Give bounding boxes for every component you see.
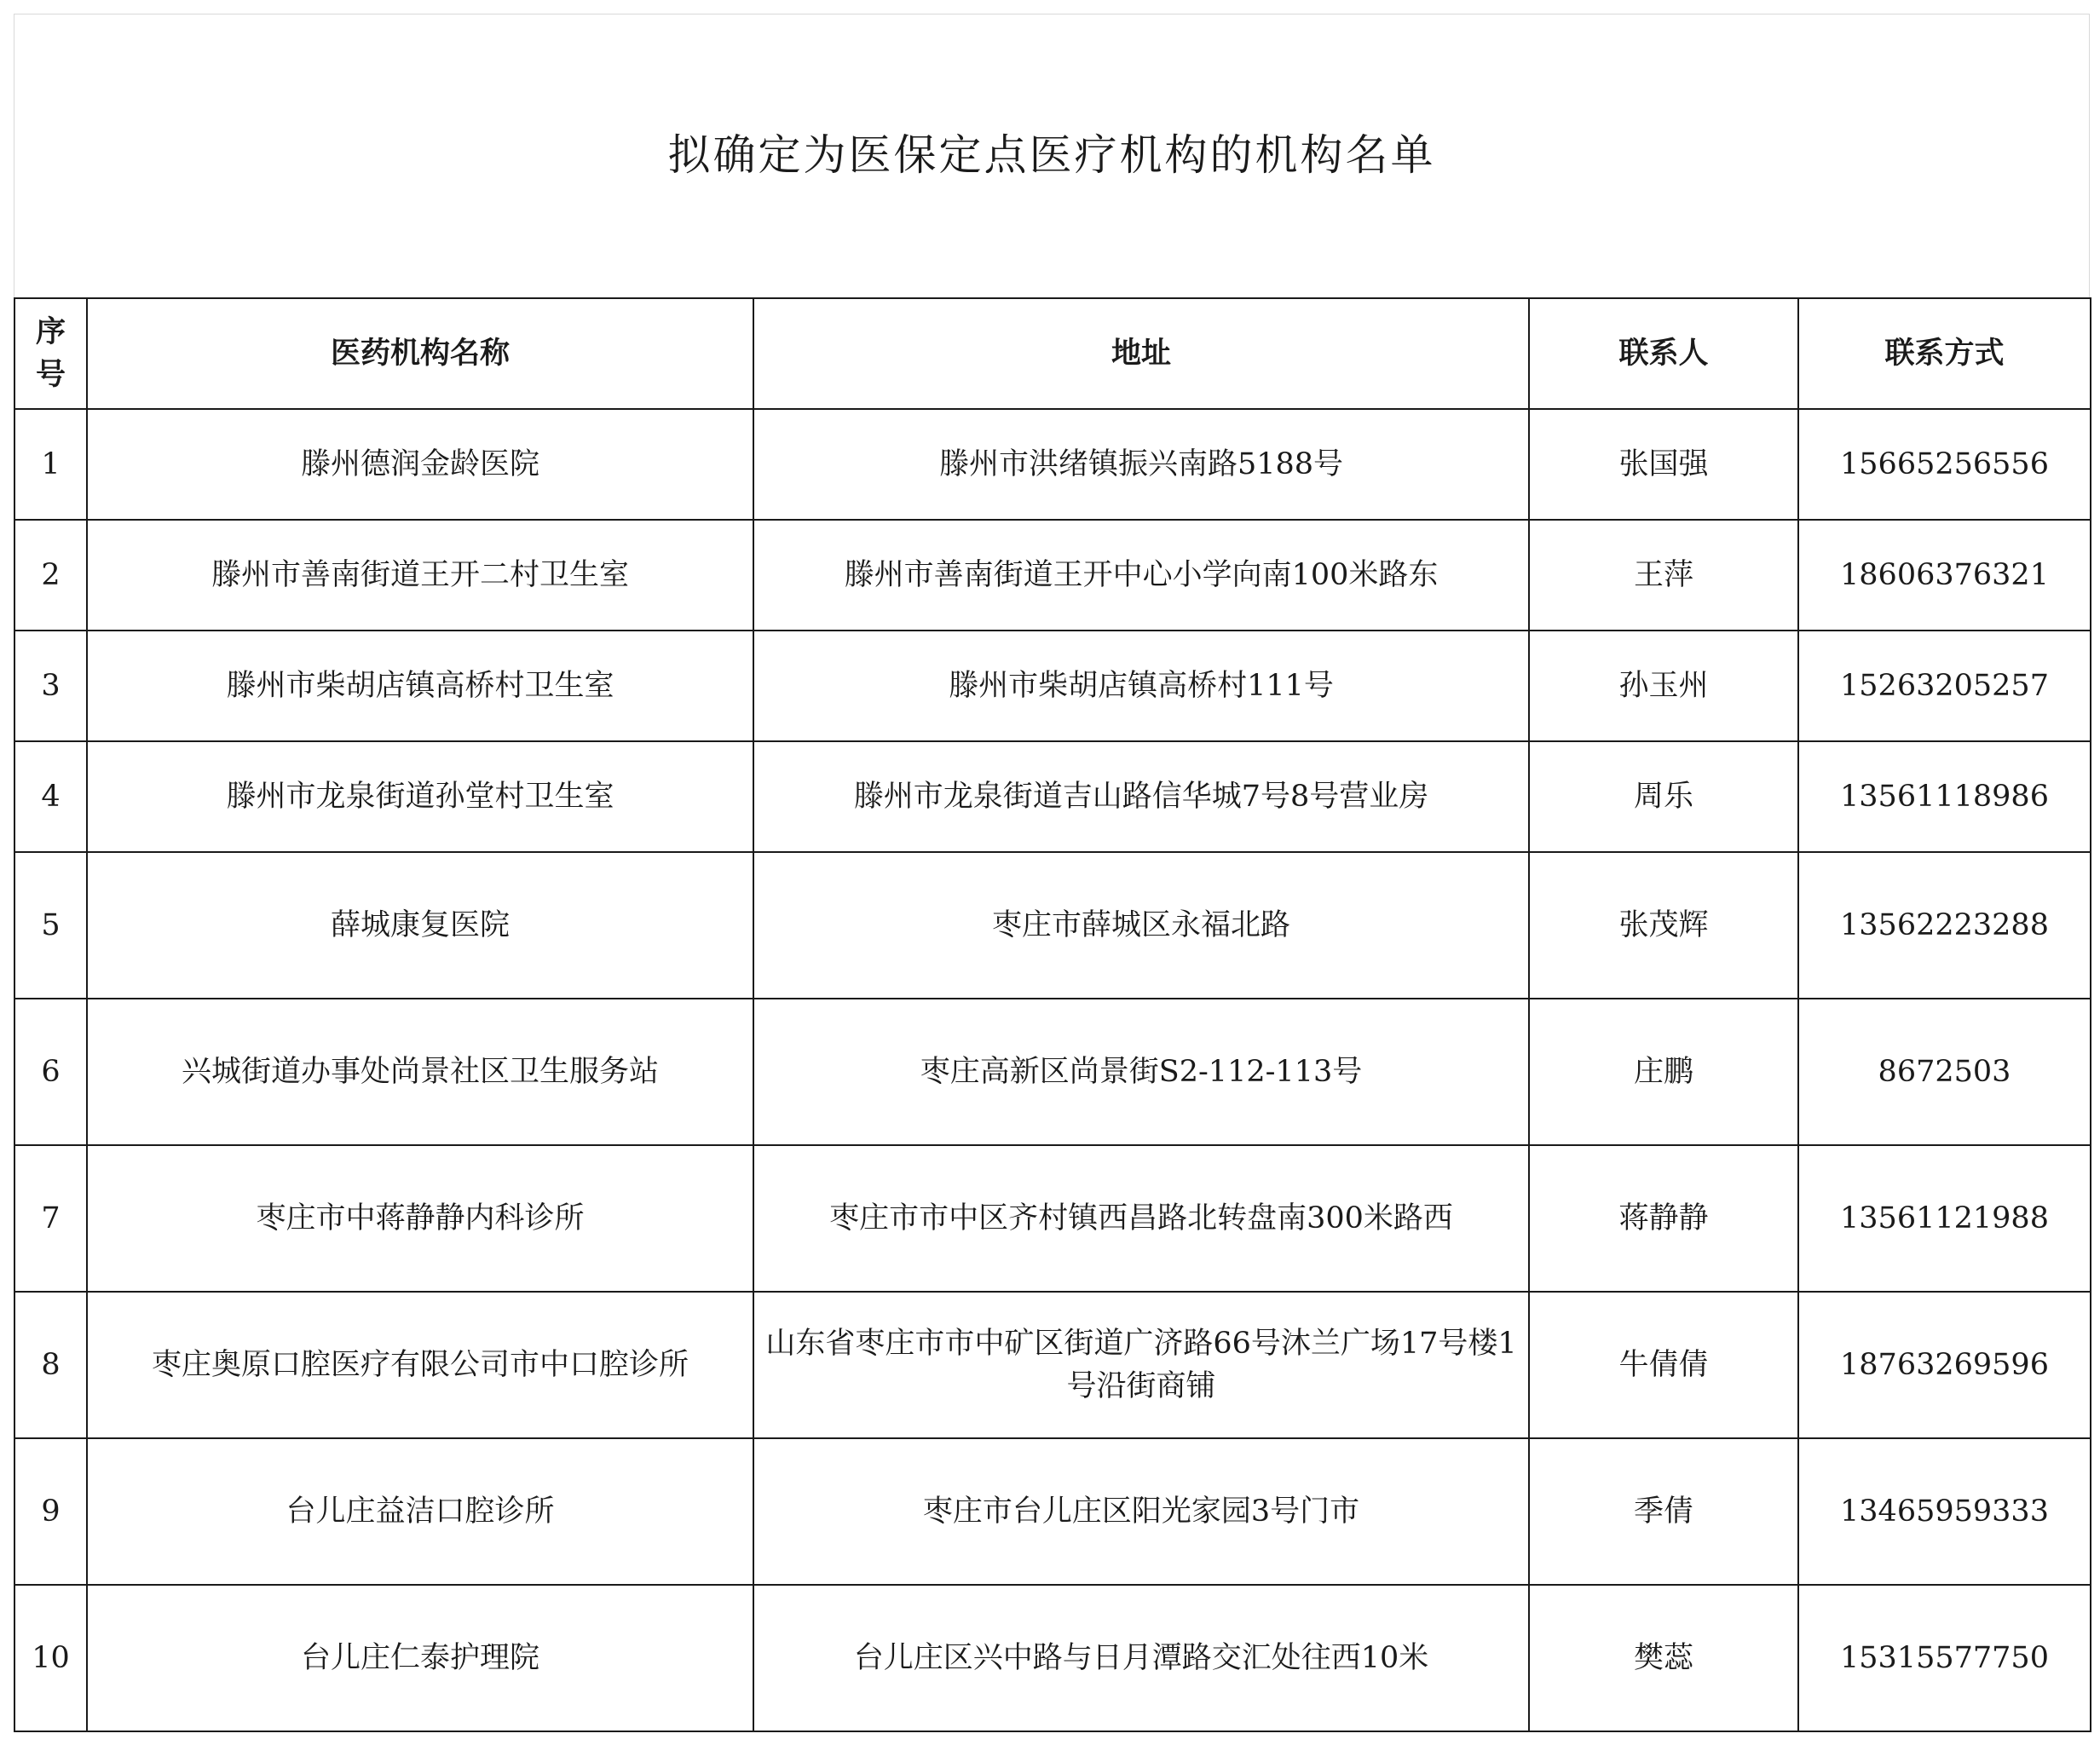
document-sheet: [14, 14, 2090, 1736]
cell-phone: 13465959333: [1798, 1438, 2091, 1585]
cell-phone: 15665256556: [1798, 409, 2091, 520]
cell-seq: 3: [14, 631, 87, 741]
cell-name: 枣庄市中蒋静静内科诊所: [87, 1145, 753, 1292]
table-row: [14, 1292, 2091, 1438]
cell-name: 兴城街道办事处尚景社区卫生服务站: [87, 999, 753, 1145]
cell-seq: 7: [14, 1145, 87, 1292]
cell-contact: 樊蕊: [1529, 1585, 1798, 1731]
cell-name: 滕州市柴胡店镇高桥村卫生室: [87, 631, 753, 741]
table-row: [14, 1585, 2091, 1731]
table-row: [14, 520, 2091, 631]
cell-phone: 15315577750: [1798, 1585, 2091, 1731]
cell-name: 滕州市龙泉街道孙堂村卫生室: [87, 741, 753, 852]
cell-address: 枣庄高新区尚景街S2-112-113号: [753, 999, 1529, 1145]
cell-name: 滕州市善南街道王开二村卫生室: [87, 520, 753, 631]
cell-name: 薛城康复医院: [87, 852, 753, 999]
cell-address: 滕州市善南街道王开中心小学向南100米路东: [753, 520, 1529, 631]
cell-address: 枣庄市市中区齐村镇西昌路北转盘南300米路西: [753, 1145, 1529, 1292]
cell-address: 滕州市柴胡店镇高桥村111号: [753, 631, 1529, 741]
cell-contact: 张国强: [1529, 409, 1798, 520]
table-row: [14, 1438, 2091, 1585]
column-header-name: 医药机构名称: [87, 298, 753, 409]
table-row: [14, 999, 2091, 1145]
cell-contact: 蒋静静: [1529, 1145, 1798, 1292]
table-row: [14, 852, 2091, 999]
cell-contact: 周乐: [1529, 741, 1798, 852]
page-title: 拟确定为医保定点医疗机构的机构名单: [667, 130, 1436, 180]
column-header-address: 地址: [753, 298, 1529, 409]
cell-contact: 王萍: [1529, 520, 1798, 631]
cell-seq: 4: [14, 741, 87, 852]
cell-contact: 张茂辉: [1529, 852, 1798, 999]
cell-address: 枣庄市薛城区永福北路: [753, 852, 1529, 999]
cell-address: 山东省枣庄市市中矿区街道广济路66号沐兰广场17号楼1号沿街商铺: [753, 1292, 1529, 1438]
table-row: [14, 631, 2091, 741]
title-block: [14, 14, 2090, 297]
cell-phone: 13562223288: [1798, 852, 2091, 999]
table-row: [14, 409, 2091, 520]
cell-seq: 10: [14, 1585, 87, 1731]
header-row: [14, 298, 2091, 409]
cell-contact: 季倩: [1529, 1438, 1798, 1585]
cell-contact: 牛倩倩: [1529, 1292, 1798, 1438]
cell-name: 台儿庄仁泰护理院: [87, 1585, 753, 1731]
cell-phone: 13561121988: [1798, 1145, 2091, 1292]
cell-phone: 15263205257: [1798, 631, 2091, 741]
cell-seq: 9: [14, 1438, 87, 1585]
cell-phone: 13561118986: [1798, 741, 2091, 852]
cell-address: 滕州市洪绪镇振兴南路5188号: [753, 409, 1529, 520]
cell-name: 枣庄奥原口腔医疗有限公司市中口腔诊所: [87, 1292, 753, 1438]
cell-address: 台儿庄区兴中路与日月潭路交汇处往西10米: [753, 1585, 1529, 1731]
cell-address: 滕州市龙泉街道吉山路信华城7号8号营业房: [753, 741, 1529, 852]
cell-seq: 2: [14, 520, 87, 631]
cell-phone: 18606376321: [1798, 520, 2091, 631]
cell-name: 台儿庄益洁口腔诊所: [87, 1438, 753, 1585]
column-header-seq: 序号: [14, 298, 87, 409]
cell-seq: 6: [14, 999, 87, 1145]
table-row: [14, 1145, 2091, 1292]
cell-address: 枣庄市台儿庄区阳光家园3号门市: [753, 1438, 1529, 1585]
cell-name: 滕州德润金龄医院: [87, 409, 753, 520]
cell-seq: 8: [14, 1292, 87, 1438]
cell-phone: 18763269596: [1798, 1292, 2091, 1438]
cell-phone: 8672503: [1798, 999, 2091, 1145]
column-header-phone: 联系方式: [1798, 298, 2091, 409]
cell-seq: 1: [14, 409, 87, 520]
cell-seq: 5: [14, 852, 87, 999]
cell-contact: 庄鹏: [1529, 999, 1798, 1145]
table-row: [14, 741, 2091, 852]
institution-table: [14, 297, 2091, 1732]
column-header-contact: 联系人: [1529, 298, 1798, 409]
cell-contact: 孙玉州: [1529, 631, 1798, 741]
